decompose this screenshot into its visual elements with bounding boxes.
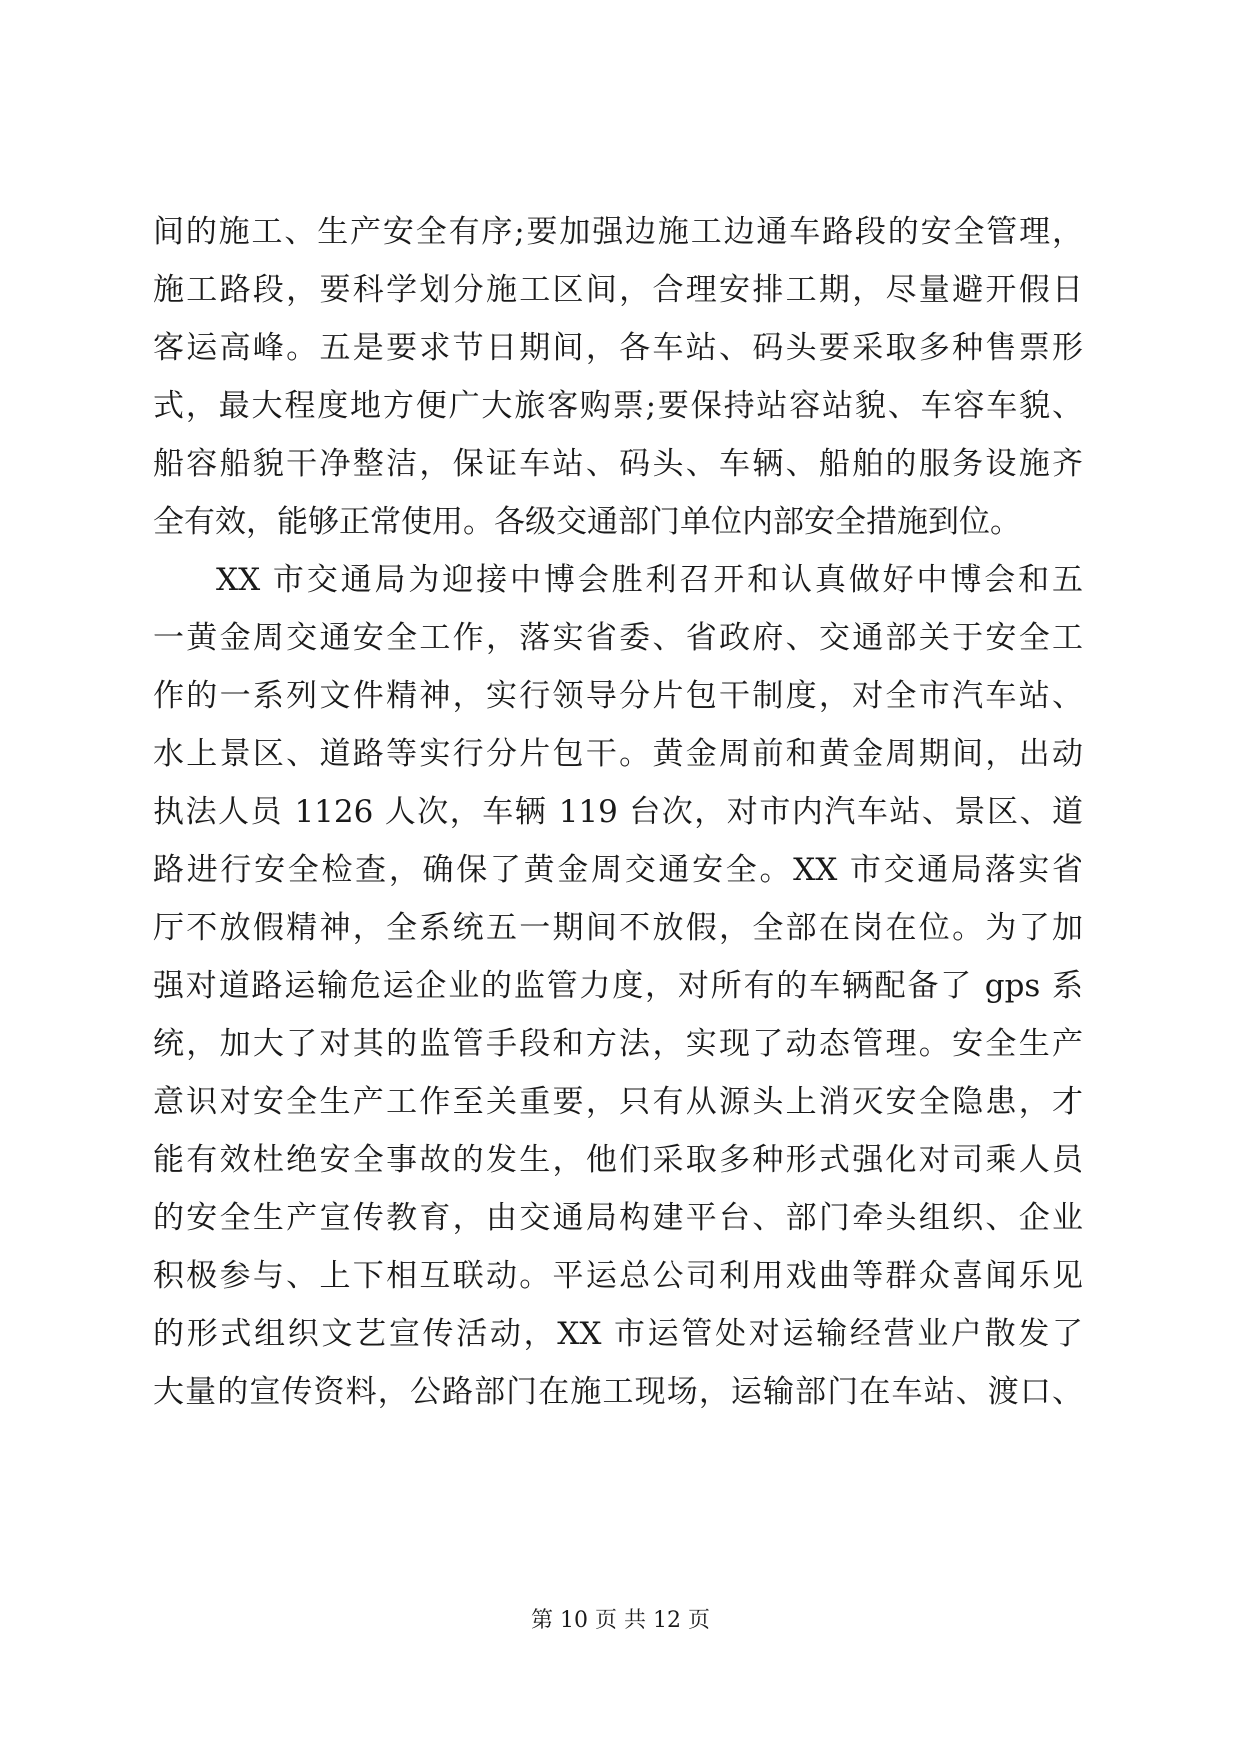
body-text-line: 船容船貌干净整洁，保证车站、码头、车辆、船舶的服务设施齐: [153, 446, 1083, 482]
body-text-line: 路进行安全检查，确保了黄金周交通安全。XX 市交通局落实省: [153, 852, 1083, 888]
body-text-line: 积极参与、上下相互联动。平运总公司利用戏曲等群众喜闻乐见: [153, 1258, 1083, 1294]
body-text-line: 的安全生产宣传教育，由交通局构建平台、部门牵头组织、企业: [153, 1200, 1083, 1236]
body-text-line: 意识对安全生产工作至关重要，只有从源头上消灭安全隐患，才: [153, 1084, 1083, 1120]
page-number-footer: 第 10 页 共 12 页: [531, 1608, 710, 1633]
body-text-line: 厅不放假精神，全系统五一期间不放假，全部在岗在位。为了加: [153, 910, 1083, 946]
paragraph-first-line: XX 市交通局为迎接中博会胜利召开和认真做好中博会和五: [216, 562, 1083, 598]
body-text-line: 水上景区、道路等实行分片包干。黄金周前和黄金周期间，出动: [153, 736, 1083, 772]
body-text-line: 大量的宣传资料，公路部门在施工现场，运输部门在车站、渡口、: [153, 1374, 1083, 1410]
body-text-line: 式，最大程度地方便广大旅客购票;要保持站容站貌、车容车貌、: [153, 388, 1083, 424]
body-text-line: 全有效，能够正常使用。各级交通部门单位内部安全措施到位。: [153, 504, 1021, 540]
body-text-line: 统，加大了对其的监管手段和方法，实现了动态管理。安全生产: [153, 1026, 1083, 1062]
body-text-line: 一黄金周交通安全工作，落实省委、省政府、交通部关于安全工: [153, 620, 1083, 656]
body-text-line: 的形式组织文艺宣传活动，XX 市运管处对运输经营业户散发了: [153, 1316, 1083, 1352]
body-text-line: 执法人员 1126 人次，车辆 119 台次，对市内汽车站、景区、道: [153, 794, 1083, 830]
body-text-line: 客运高峰。五是要求节日期间，各车站、码头要采取多种售票形: [153, 330, 1083, 366]
body-text-line: 能有效杜绝安全事故的发生，他们采取多种形式强化对司乘人员: [153, 1142, 1083, 1178]
body-text-line: 强对道路运输危运企业的监管力度，对所有的车辆配备了 gps 系: [153, 968, 1083, 1004]
body-text-line: 间的施工、生产安全有序;要加强边施工边通车路段的安全管理，: [153, 214, 1083, 250]
body-text-line: 作的一系列文件精神，实行领导分片包干制度，对全市汽车站、: [153, 678, 1083, 714]
body-text-line: 施工路段，要科学划分施工区间，合理安排工期，尽量避开假日: [153, 272, 1083, 308]
